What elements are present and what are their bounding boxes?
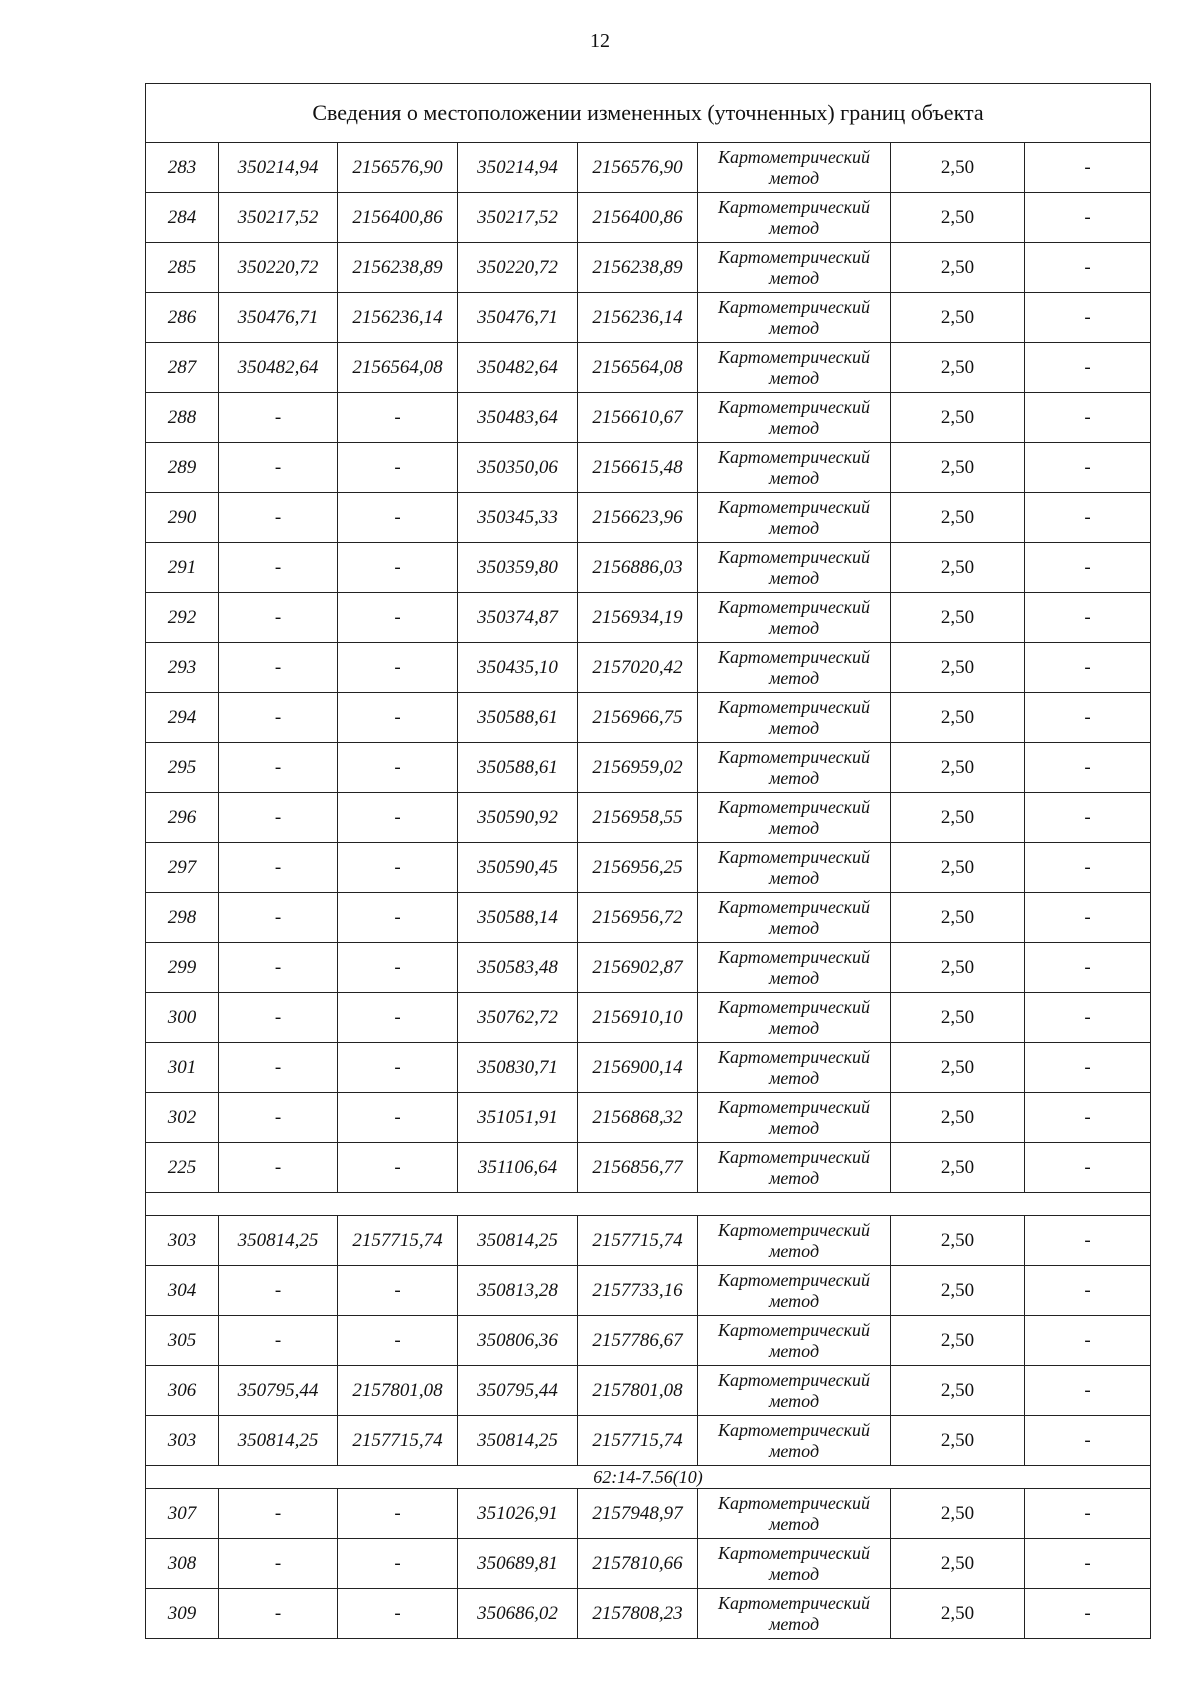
description-cell: - (1025, 343, 1151, 393)
point-number-cell: 288 (146, 393, 219, 443)
refined-x-cell: 350588,61 (458, 743, 578, 793)
accuracy-cell: 2,50 (891, 1043, 1025, 1093)
refined-x-cell: 350214,94 (458, 143, 578, 193)
section-label: 62:14-7.56(10) (146, 1466, 1151, 1489)
refined-x-cell: 350588,61 (458, 693, 578, 743)
description-cell: - (1025, 193, 1151, 243)
description-cell: - (1025, 1416, 1151, 1466)
method-cell: Картометрический метод (698, 643, 891, 693)
accuracy-cell: 2,50 (891, 1266, 1025, 1316)
method-cell: Картометрический метод (698, 143, 891, 193)
existing-x-cell: - (219, 943, 338, 993)
existing-x-cell: - (219, 393, 338, 443)
existing-x-cell: - (219, 1093, 338, 1143)
table-row (146, 1316, 1151, 1366)
point-number-cell: 305 (146, 1316, 219, 1366)
refined-x-cell: 350830,71 (458, 1043, 578, 1093)
existing-y-cell: 2156236,14 (338, 293, 458, 343)
accuracy-cell: 2,50 (891, 1316, 1025, 1366)
refined-y-cell: 2156902,87 (578, 943, 698, 993)
description-cell: - (1025, 943, 1151, 993)
accuracy-cell: 2,50 (891, 443, 1025, 493)
accuracy-cell: 2,50 (891, 143, 1025, 193)
accuracy-cell: 2,50 (891, 1216, 1025, 1266)
existing-x-cell: - (219, 443, 338, 493)
existing-y-cell: 2156576,90 (338, 143, 458, 193)
accuracy-cell: 2,50 (891, 1416, 1025, 1466)
point-number-cell: 292 (146, 593, 219, 643)
existing-y-cell: - (338, 1043, 458, 1093)
point-number-cell: 302 (146, 1093, 219, 1143)
refined-x-cell: 350435,10 (458, 643, 578, 693)
method-cell: Картометрический метод (698, 1416, 891, 1466)
method-cell: Картометрический метод (698, 1316, 891, 1366)
existing-y-cell: - (338, 843, 458, 893)
accuracy-cell: 2,50 (891, 743, 1025, 793)
existing-x-cell: - (219, 1043, 338, 1093)
table-row (146, 1416, 1151, 1466)
point-number-cell: 309 (146, 1589, 219, 1639)
description-cell: - (1025, 493, 1151, 543)
table-row (146, 193, 1151, 243)
description-cell: - (1025, 893, 1151, 943)
table-row (146, 443, 1151, 493)
existing-y-cell: 2156238,89 (338, 243, 458, 293)
section-separator-row (146, 1466, 1151, 1489)
method-cell: Картометрический метод (698, 493, 891, 543)
table-row (146, 243, 1151, 293)
existing-x-cell: - (219, 743, 338, 793)
method-cell: Картометрический метод (698, 693, 891, 743)
description-cell: - (1025, 793, 1151, 843)
existing-x-cell: - (219, 843, 338, 893)
accuracy-cell: 2,50 (891, 943, 1025, 993)
point-number-cell: 290 (146, 493, 219, 543)
existing-x-cell: - (219, 793, 338, 843)
method-cell: Картометрический метод (698, 293, 891, 343)
refined-y-cell: 2157733,16 (578, 1266, 698, 1316)
method-cell: Картометрический метод (698, 593, 891, 643)
table-row (146, 1539, 1151, 1589)
point-number-cell: 295 (146, 743, 219, 793)
table-row (146, 1366, 1151, 1416)
method-cell: Картометрический метод (698, 1366, 891, 1416)
table-row (146, 493, 1151, 543)
description-cell: - (1025, 443, 1151, 493)
refined-y-cell: 2156236,14 (578, 293, 698, 343)
accuracy-cell: 2,50 (891, 843, 1025, 893)
description-cell: - (1025, 1539, 1151, 1589)
point-number-cell: 294 (146, 693, 219, 743)
accuracy-cell: 2,50 (891, 1589, 1025, 1639)
existing-x-cell: - (219, 543, 338, 593)
existing-x-cell: 350476,71 (219, 293, 338, 343)
boundary-coordinates-table (145, 83, 1151, 1639)
refined-y-cell: 2156966,75 (578, 693, 698, 743)
existing-y-cell: 2157715,74 (338, 1216, 458, 1266)
existing-y-cell: - (338, 593, 458, 643)
existing-y-cell: - (338, 1266, 458, 1316)
page-number: 12 (590, 30, 610, 52)
point-number-cell: 300 (146, 993, 219, 1043)
existing-y-cell: - (338, 1143, 458, 1193)
refined-x-cell: 350814,25 (458, 1416, 578, 1466)
existing-x-cell: 350217,52 (219, 193, 338, 243)
method-cell: Картометрический метод (698, 1216, 891, 1266)
description-cell: - (1025, 393, 1151, 443)
accuracy-cell: 2,50 (891, 643, 1025, 693)
table-title-row (146, 84, 1151, 143)
table-row (146, 693, 1151, 743)
description-cell: - (1025, 1093, 1151, 1143)
description-cell: - (1025, 643, 1151, 693)
point-number-cell: 293 (146, 643, 219, 693)
table-row (146, 543, 1151, 593)
table-row (146, 643, 1151, 693)
refined-y-cell: 2156900,14 (578, 1043, 698, 1093)
accuracy-cell: 2,50 (891, 1539, 1025, 1589)
refined-y-cell: 2157715,74 (578, 1416, 698, 1466)
existing-y-cell: - (338, 1539, 458, 1589)
refined-y-cell: 2156615,48 (578, 443, 698, 493)
refined-y-cell: 2157948,97 (578, 1489, 698, 1539)
existing-y-cell: - (338, 1093, 458, 1143)
existing-y-cell: 2156564,08 (338, 343, 458, 393)
method-cell: Картометрический метод (698, 393, 891, 443)
table-row (146, 743, 1151, 793)
existing-y-cell: - (338, 993, 458, 1043)
table-row (146, 1043, 1151, 1093)
accuracy-cell: 2,50 (891, 1093, 1025, 1143)
existing-x-cell: - (219, 1143, 338, 1193)
existing-y-cell: - (338, 693, 458, 743)
method-cell: Картометрический метод (698, 543, 891, 593)
point-number-cell: 297 (146, 843, 219, 893)
description-cell: - (1025, 1316, 1151, 1366)
method-cell: Картометрический метод (698, 843, 891, 893)
point-number-cell: 298 (146, 893, 219, 943)
existing-y-cell: - (338, 1316, 458, 1366)
point-number-cell: 307 (146, 1489, 219, 1539)
table-row (146, 943, 1151, 993)
description-cell: - (1025, 1266, 1151, 1316)
refined-x-cell: 350359,80 (458, 543, 578, 593)
table-row (146, 993, 1151, 1043)
point-number-cell: 285 (146, 243, 219, 293)
existing-x-cell: 350814,25 (219, 1416, 338, 1466)
description-cell: - (1025, 993, 1151, 1043)
description-cell: - (1025, 1216, 1151, 1266)
method-cell: Картометрический метод (698, 443, 891, 493)
accuracy-cell: 2,50 (891, 693, 1025, 743)
table-row (146, 793, 1151, 843)
existing-x-cell: - (219, 1589, 338, 1639)
description-cell: - (1025, 543, 1151, 593)
table-row (146, 143, 1151, 193)
description-cell: - (1025, 143, 1151, 193)
existing-y-cell: 2157715,74 (338, 1416, 458, 1466)
refined-x-cell: 350814,25 (458, 1216, 578, 1266)
refined-y-cell: 2156400,86 (578, 193, 698, 243)
point-number-cell: 308 (146, 1539, 219, 1589)
existing-y-cell: - (338, 943, 458, 993)
existing-y-cell: - (338, 643, 458, 693)
refined-y-cell: 2156610,67 (578, 393, 698, 443)
refined-y-cell: 2156238,89 (578, 243, 698, 293)
method-cell: Картометрический метод (698, 1489, 891, 1539)
refined-x-cell: 350482,64 (458, 343, 578, 393)
refined-x-cell: 350806,36 (458, 1316, 578, 1366)
refined-y-cell: 2156958,55 (578, 793, 698, 843)
existing-x-cell: - (219, 1316, 338, 1366)
refined-x-cell: 350590,45 (458, 843, 578, 893)
method-cell: Картометрический метод (698, 1266, 891, 1316)
table-row (146, 1489, 1151, 1539)
method-cell: Картометрический метод (698, 1589, 891, 1639)
refined-x-cell: 350813,28 (458, 1266, 578, 1316)
method-cell: Картометрический метод (698, 343, 891, 393)
point-number-cell: 225 (146, 1143, 219, 1193)
point-number-cell: 304 (146, 1266, 219, 1316)
refined-y-cell: 2156886,03 (578, 543, 698, 593)
existing-y-cell: - (338, 1489, 458, 1539)
refined-x-cell: 350795,44 (458, 1366, 578, 1416)
accuracy-cell: 2,50 (891, 293, 1025, 343)
table-row (146, 1266, 1151, 1316)
existing-x-cell: - (219, 1539, 338, 1589)
existing-x-cell: 350220,72 (219, 243, 338, 293)
existing-y-cell: 2157801,08 (338, 1366, 458, 1416)
description-cell: - (1025, 1043, 1151, 1093)
accuracy-cell: 2,50 (891, 1489, 1025, 1539)
table-row (146, 1143, 1151, 1193)
refined-x-cell: 350374,87 (458, 593, 578, 643)
refined-x-cell: 350220,72 (458, 243, 578, 293)
description-cell: - (1025, 843, 1151, 893)
existing-y-cell: - (338, 493, 458, 543)
table-row (146, 1216, 1151, 1266)
description-cell: - (1025, 1143, 1151, 1193)
refined-x-cell: 350345,33 (458, 493, 578, 543)
method-cell: Картометрический метод (698, 1143, 891, 1193)
existing-x-cell: 350214,94 (219, 143, 338, 193)
existing-y-cell: - (338, 543, 458, 593)
point-number-cell: 291 (146, 543, 219, 593)
existing-x-cell: - (219, 1266, 338, 1316)
table-row (146, 1093, 1151, 1143)
accuracy-cell: 2,50 (891, 243, 1025, 293)
section-separator-row (146, 1193, 1151, 1216)
existing-y-cell: - (338, 743, 458, 793)
table-row (146, 843, 1151, 893)
refined-y-cell: 2157020,42 (578, 643, 698, 693)
refined-x-cell: 350588,14 (458, 893, 578, 943)
existing-x-cell: 350795,44 (219, 1366, 338, 1416)
point-number-cell: 286 (146, 293, 219, 343)
refined-y-cell: 2156856,77 (578, 1143, 698, 1193)
point-number-cell: 287 (146, 343, 219, 393)
point-number-cell: 289 (146, 443, 219, 493)
refined-y-cell: 2157810,66 (578, 1539, 698, 1589)
refined-y-cell: 2156868,32 (578, 1093, 698, 1143)
refined-x-cell: 350350,06 (458, 443, 578, 493)
refined-y-cell: 2156956,72 (578, 893, 698, 943)
refined-x-cell: 350590,92 (458, 793, 578, 843)
accuracy-cell: 2,50 (891, 893, 1025, 943)
method-cell: Картометрический метод (698, 893, 891, 943)
method-cell: Картометрический метод (698, 243, 891, 293)
point-number-cell: 296 (146, 793, 219, 843)
refined-x-cell: 350686,02 (458, 1589, 578, 1639)
refined-y-cell: 2156934,19 (578, 593, 698, 643)
existing-x-cell: - (219, 1489, 338, 1539)
refined-y-cell: 2157808,23 (578, 1589, 698, 1639)
point-number-cell: 284 (146, 193, 219, 243)
accuracy-cell: 2,50 (891, 1366, 1025, 1416)
method-cell: Картометрический метод (698, 943, 891, 993)
description-cell: - (1025, 743, 1151, 793)
existing-x-cell: - (219, 593, 338, 643)
description-cell: - (1025, 1589, 1151, 1639)
table-row (146, 293, 1151, 343)
description-cell: - (1025, 293, 1151, 343)
refined-y-cell: 2156959,02 (578, 743, 698, 793)
accuracy-cell: 2,50 (891, 793, 1025, 843)
point-number-cell: 303 (146, 1216, 219, 1266)
refined-x-cell: 350476,71 (458, 293, 578, 343)
refined-y-cell: 2157786,67 (578, 1316, 698, 1366)
accuracy-cell: 2,50 (891, 343, 1025, 393)
description-cell: - (1025, 243, 1151, 293)
method-cell: Картометрический метод (698, 1539, 891, 1589)
existing-y-cell: - (338, 793, 458, 843)
accuracy-cell: 2,50 (891, 493, 1025, 543)
point-number-cell: 283 (146, 143, 219, 193)
existing-y-cell: - (338, 443, 458, 493)
method-cell: Картометрический метод (698, 1043, 891, 1093)
table-row (146, 343, 1151, 393)
existing-y-cell: 2156400,86 (338, 193, 458, 243)
refined-x-cell: 351106,64 (458, 1143, 578, 1193)
refined-x-cell: 350483,64 (458, 393, 578, 443)
description-cell: - (1025, 693, 1151, 743)
table-row (146, 393, 1151, 443)
description-cell: - (1025, 1489, 1151, 1539)
accuracy-cell: 2,50 (891, 543, 1025, 593)
existing-x-cell: - (219, 893, 338, 943)
existing-y-cell: - (338, 893, 458, 943)
method-cell: Картометрический метод (698, 1093, 891, 1143)
refined-y-cell: 2156576,90 (578, 143, 698, 193)
accuracy-cell: 2,50 (891, 993, 1025, 1043)
description-cell: - (1025, 593, 1151, 643)
description-cell: - (1025, 1366, 1151, 1416)
refined-y-cell: 2156564,08 (578, 343, 698, 393)
point-number-cell: 303 (146, 1416, 219, 1466)
existing-x-cell: - (219, 693, 338, 743)
refined-y-cell: 2157715,74 (578, 1216, 698, 1266)
refined-x-cell: 351051,91 (458, 1093, 578, 1143)
accuracy-cell: 2,50 (891, 393, 1025, 443)
existing-x-cell: 350482,64 (219, 343, 338, 393)
refined-x-cell: 350762,72 (458, 993, 578, 1043)
table-row (146, 893, 1151, 943)
existing-x-cell: - (219, 493, 338, 543)
point-number-cell: 306 (146, 1366, 219, 1416)
accuracy-cell: 2,50 (891, 1143, 1025, 1193)
section-label (146, 1193, 1151, 1216)
existing-x-cell: 350814,25 (219, 1216, 338, 1266)
point-number-cell: 301 (146, 1043, 219, 1093)
table-row (146, 593, 1151, 643)
existing-y-cell: - (338, 393, 458, 443)
table-title: Сведения о местоположении измененных (уточненных) границ объекта (146, 84, 1151, 143)
accuracy-cell: 2,50 (891, 193, 1025, 243)
refined-y-cell: 2156910,10 (578, 993, 698, 1043)
refined-y-cell: 2157801,08 (578, 1366, 698, 1416)
method-cell: Картометрический метод (698, 993, 891, 1043)
refined-x-cell: 350689,81 (458, 1539, 578, 1589)
method-cell: Картометрический метод (698, 793, 891, 843)
method-cell: Картометрический метод (698, 743, 891, 793)
accuracy-cell: 2,50 (891, 593, 1025, 643)
method-cell: Картометрический метод (698, 193, 891, 243)
refined-y-cell: 2156956,25 (578, 843, 698, 893)
table-body (146, 84, 1151, 1639)
refined-y-cell: 2156623,96 (578, 493, 698, 543)
existing-x-cell: - (219, 643, 338, 693)
point-number-cell: 299 (146, 943, 219, 993)
refined-x-cell: 350583,48 (458, 943, 578, 993)
refined-x-cell: 350217,52 (458, 193, 578, 243)
refined-x-cell: 351026,91 (458, 1489, 578, 1539)
table-row (146, 1589, 1151, 1639)
existing-y-cell: - (338, 1589, 458, 1639)
existing-x-cell: - (219, 993, 338, 1043)
